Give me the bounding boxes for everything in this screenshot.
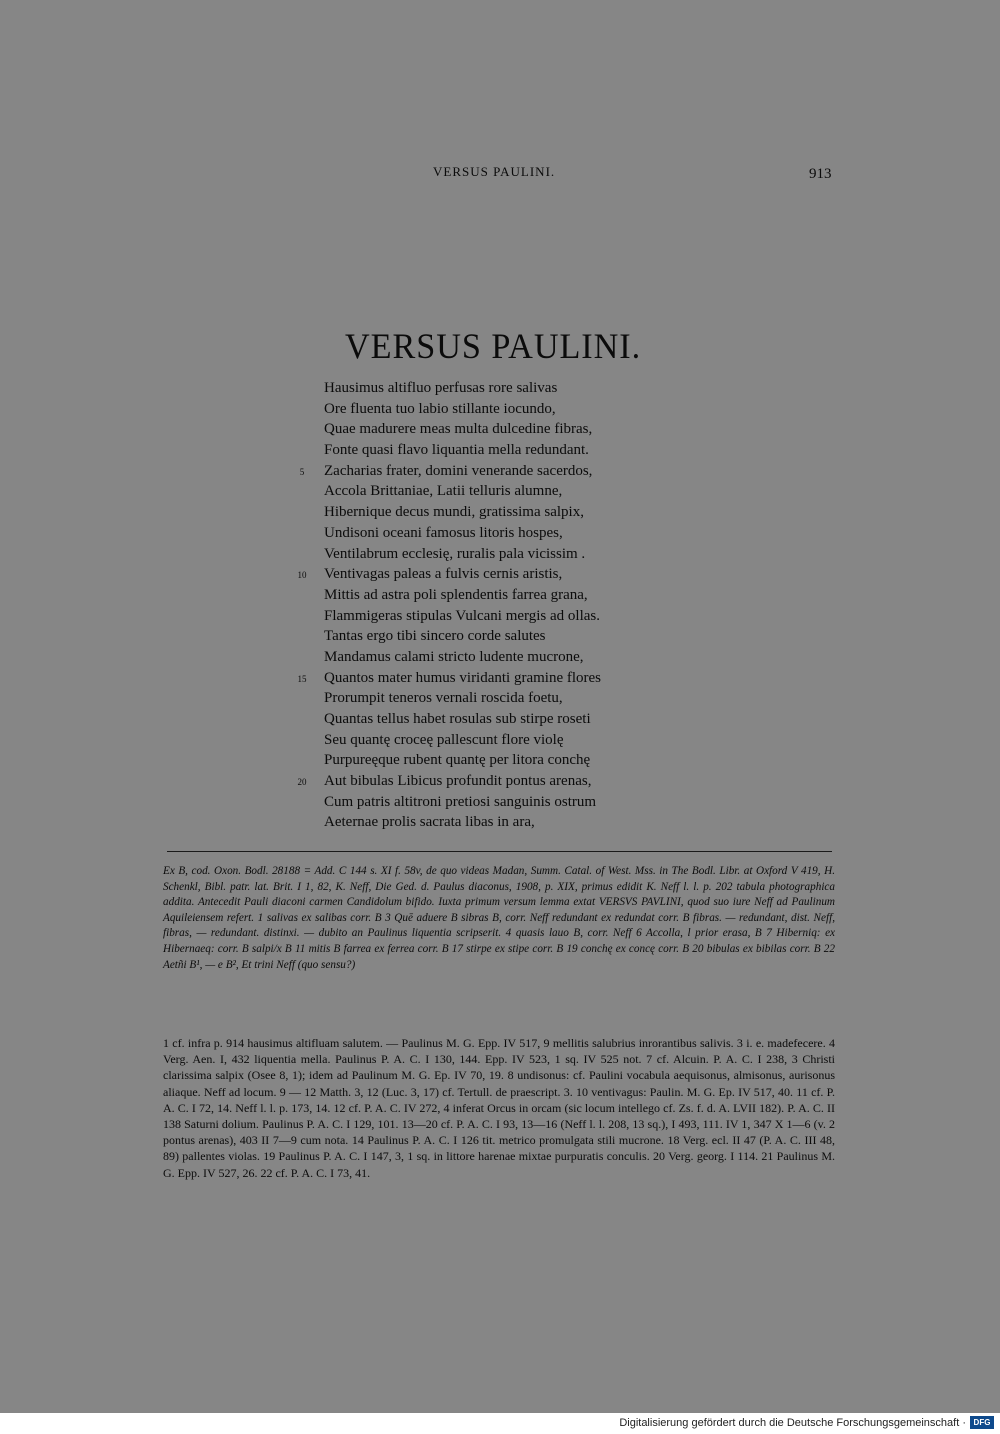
verse-line bbox=[290, 523, 690, 544]
verse-number: 10 bbox=[297, 570, 307, 581]
verse-line bbox=[290, 626, 690, 647]
verse-text: Ventivagas paleas a fulvis cernis aristis, bbox=[324, 566, 563, 583]
verse-text: Tantas ergo tibi sincero corde salutes bbox=[324, 628, 546, 645]
verse-text: Quae madurere meas multa dulcedine fibras, bbox=[324, 421, 593, 438]
verse-text: Prorumpit teneros vernali roscida foetu, bbox=[324, 690, 563, 707]
verse-line bbox=[290, 378, 690, 399]
verse-line bbox=[290, 750, 690, 771]
verse-number: 20 bbox=[297, 777, 307, 788]
verse-text: Accola Brittaniae, Latii telluris alumne, bbox=[324, 483, 563, 500]
verse-line bbox=[290, 688, 690, 709]
verse-line bbox=[290, 771, 690, 792]
verse-text: Mandamus calami stricto ludente mucrone, bbox=[324, 648, 584, 665]
verse-text: Undisoni oceani famosus litoris hospes, bbox=[324, 524, 563, 541]
verse-text: Ore fluenta tuo labio stillante iocundo, bbox=[324, 400, 556, 417]
running-head: VERSUS PAULINI. bbox=[433, 164, 556, 179]
verse-text: Hibernique decus mundi, gratissima salpix, bbox=[324, 504, 584, 521]
verse-line bbox=[290, 606, 690, 627]
verse-line bbox=[290, 668, 690, 689]
poem bbox=[290, 378, 690, 833]
verse-line bbox=[290, 730, 690, 751]
footnote-divider bbox=[167, 851, 832, 852]
verse-text: Ventilabrum ecclesię, ruralis pala vicissim . bbox=[324, 545, 586, 562]
verse-text: Aut bibulas Libicus profundit pontus arenas, bbox=[324, 773, 592, 790]
verse-line bbox=[290, 812, 690, 833]
verse-line bbox=[290, 399, 690, 420]
verse-text: Hausimus altifluo perfusas rore salivas bbox=[324, 380, 558, 396]
verse-line bbox=[290, 481, 690, 502]
verse-text: Zacharias frater, domini venerande sacerdos, bbox=[324, 462, 593, 479]
page-number: 913 bbox=[809, 166, 832, 182]
verse-text: Aeternae prolis sacrata libas in ara, bbox=[324, 814, 535, 831]
verse-number: 5 bbox=[299, 466, 305, 477]
verse-line bbox=[290, 564, 690, 585]
verse-line bbox=[290, 544, 690, 565]
critical-apparatus: Ex B, cod. Oxon. Bodl. 28188 = Add. C 144 s. XI f. 58v, de quo videas Madan, Summ. Catal. of West. Mss. in The Bodl. Libr. at Oxford V 419, H. Schenkl, Bibl. patr. lat. Brit. I 1, 82, K. Neff, Die Ged. d. Paulus diaconus, 1908, p. XIX, primus edidit K. Neff l. l. p. 202 tabula photographica addita. Antecedit Pauli diaconi carmen Candidolum bifido. Iuxta primum versum lemma extat VERSVS PAVLINI, quod suo iure Neff ad Paulinum Aquileiensem refert. 1 salivas ex salibas corr. B 3 Quē aduere B sibras B, corr. Neff redundant ex redundat corr. B fibras. — redundant, dist. Neff, fibras, — redundant. distinxi. — dubito an Paulinus liquentia scripserit. 4 quasis lauo B, corr. Neff 6 Accolla, l prior erasa, B 7 Hiberniq: ex Hibernaeq: corr. B salpi/x B 11 mitis B farrea ex ferrea corr. B 17 stirpe ex stipe corr. B 19 conchę ex concę corr. B 20 bibulas ex bibilas corr. B 22 Aetñi B¹, — e B², Et trini Neff (quo sensu?) bbox=[163, 865, 835, 971]
verse-line bbox=[290, 440, 690, 461]
verse-text: Mittis ad astra poli splendentis farrea grana, bbox=[324, 586, 588, 603]
verse-line bbox=[290, 419, 690, 440]
source-notes: 1 cf. infra p. 914 hausimus altifluam salutem. — Paulinus M. G. Epp. IV 517, 9 mellitis salubrius inrorantibus salivis. 3 i. e. madefecere. 4 Verg. Aen. I, 432 liquentia mella. Paulinus P. A. C. I 130, 144. Epp. IV 523, 1 sq. IV 525 not. 7 cf. Alcuin. P. A. C. I 238, 3 Christi clarissima salpix (Osee 8, 1); idem ad Paulinum M. G. Ep. IV 70, 19. 8 undisonus: cf. Paulini vocabula aequisonus, almisonus, aurisonus aliaque. Neff ad locum. 9 — 12 Matth. 3, 12 (Luc. 3, 17) cf. Tertull. de praescript. 3. 10 ventivagus: Paulin. M. G. Ep. IV 517, 40. 11 cf. P. A. C. I 72, 14. Neff l. l. p. 173, 14. 12 cf. P. A. C. IV 272, 4 inferat Orcus in orcam (sic locum intellego cf. Zs. f. d. A. LVII 182). P. A. C. II 138 Saturni dolium. Paulinus P. A. C. I 129, 101. 13—20 cf. P. A. C. I 93, 13—16 (Neff l. l. 208, 13 sq.), I 493, 111. IV 1, 347 X 1—6 (v. 2 pontus arenas), 403 II 7—9 cum nota. 14 Paulinus P. A. C. I 126 tit. metrico promulgata stili mucrone. 18 Verg. ecl. II 47 (P. A. C. III 48, 89) pallentes violas. 19 Paulinus P. A. C. I 147, 3, 1 sq. in littore harenae mixtae purpuratis conculis. 20 Verg. georg. I 114. 21 Paulinus M. G. Epp. IV 527, 26. 22 cf. P. A. C. I 73, 41. bbox=[163, 1036, 835, 1180]
verse-line bbox=[290, 709, 690, 730]
verse-line bbox=[290, 647, 690, 668]
dfg-logo: DFG bbox=[970, 1416, 994, 1429]
verse-text: Purpureęque rubent quantę per litora conchę bbox=[324, 752, 591, 769]
verse-text: Cum patris altitroni pretiosi sanguinis ostrum bbox=[324, 793, 597, 810]
verse-text: Fonte quasi flavo liquantia mella redundant. bbox=[324, 442, 589, 459]
footer-credit: Digitalisierung gefördert durch die Deutsche Forschungsgemeinschaft · bbox=[619, 1417, 966, 1429]
verse-text: Quantos mater humus viridanti gramine flores bbox=[324, 669, 602, 686]
verse-line bbox=[290, 585, 690, 606]
verse-line bbox=[290, 792, 690, 813]
verse-line bbox=[290, 502, 690, 523]
page-title: VERSUS PAULINI. bbox=[345, 326, 642, 366]
verse-number: 15 bbox=[297, 673, 307, 684]
verse-line bbox=[290, 461, 690, 482]
verse-text: Seu quantę crocеę pallescunt flore violę bbox=[324, 731, 564, 748]
verse-text: Quantas tellus habet rosulas sub stirpe roseti bbox=[324, 711, 591, 727]
verse-text: Flammigeras stipulas Vulcani mergis ad ollas. bbox=[324, 607, 601, 624]
